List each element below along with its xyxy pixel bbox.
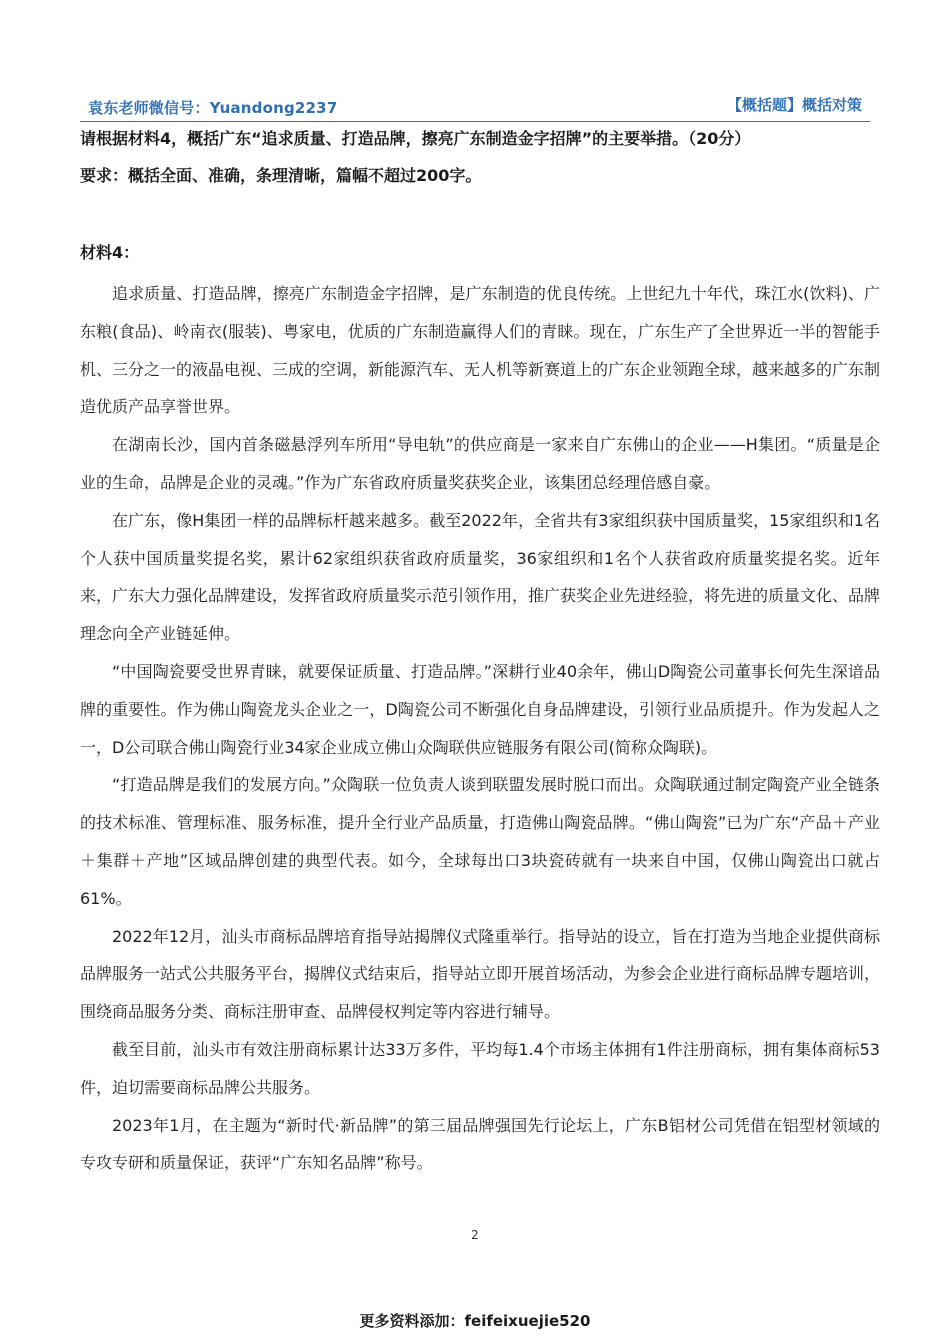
paragraph-8: 2023年1月，在主题为“新时代·新品牌”的第三届品牌强国先行论坛上，广东B铝材公司凭借在铝型材领域的专攻专研和质量保证，获评“广东知名品牌”称号。: [80, 1115, 880, 1173]
paragraph-5: “打造品牌是我们的发展方向。”众陶联一位负责人谈到联盟发展时脱口而出。众陶联通过制定陶瓷产业全链条的技术标准、管理标准、服务标准，提升全行业产品质量，打造佛山陶瓷品牌。“佛山陶瓷”已为广东“产品＋产业＋集群＋产地”区域品牌创建的典型代表。如今，全球每出口3块瓷砖就有一块来自中国，仅佛山陶瓷出口就占61%。: [80, 775, 880, 908]
page-number: 2: [471, 1228, 479, 1242]
material-title: 材料4：: [80, 243, 140, 262]
question-prompt: 请根据材料4，概括广东“追求质量、打造品牌，擦亮广东制造金字招牌”的主要举措。（20分）: [80, 129, 751, 148]
paragraph-4: “中国陶瓷要受世界青睐，就要保证质量、打造品牌。”深耕行业40余年，佛山D陶瓷公司董事长何先生深谙品牌的重要性。作为佛山陶瓷龙头企业之一，D陶瓷公司不断强化自身品牌建设，引领行业品质提升。作为发起人之一，D公司联合佛山陶瓷行业34家企业成立佛山众陶联供应链服务有限公司(简称众陶联)。: [80, 661, 880, 757]
paragraph-7: 截至目前，汕头市有效注册商标累计达33万多件，平均每1.4个市场主体拥有1件注册商标，拥有集体商标53件，迫切需要商标品牌公共服务。: [80, 1039, 880, 1097]
paragraph-3: 在广东，像H集团一样的品牌标杆越来越多。截至2022年，全省共有3家组织获中国质量奖，15家组织和1名个人获中国质量奖提名奖，累计62家组织获省政府质量奖，36家组织和1名个人获省政府质量奖提名奖。近年来，广东大力强化品牌建设，发挥省政府质量奖示范引领作用，推广获奖企业先进经验，将先进的质量文化、品牌理念向全产业链延伸。: [80, 510, 881, 644]
header-divider: [80, 121, 870, 122]
header-category: 【概括题】概括对策: [726, 96, 862, 114]
footer-note: 更多资料添加：feifeixuejie520: [359, 1312, 591, 1330]
paragraph-6: 2022年12月，汕头市商标品牌培育指导站揭牌仪式隆重举行。指导站的设立，旨在打造为当地企业提供商标品牌服务一站式公共服务平台，揭牌仪式结束后，指导站立即开展首场活动，为参会企业进行商标品牌专题培训，围绕商品服务分类、商标注册审查、品牌侵权判定等内容进行辅导。: [80, 926, 881, 1022]
header-contact: 袁东老师微信号：Yuandong2237: [88, 99, 338, 117]
paragraph-2: 在湖南长沙，国内首条磁悬浮列车所用“导电轨”的供应商是一家来自广东佛山的企业——H集团。“质量是企业的生命，品牌是企业的灵魂。”作为广东省政府质量奖获奖企业，该集团总经理倍感自豪。: [80, 435, 880, 492]
paragraph-1: 追求质量、打造品牌，擦亮广东制造金字招牌，是广东制造的优良传统。上世纪九十年代，珠江水(饮料)、广东粮(食品)、岭南衣(服装)、粤家电，优质的广东制造赢得人们的青睐。现在，广东生产了全世界近一半的智能手机、三分之一的液晶电视、三成的空调，新能源汽车、无人机等新赛道上的广东企业领跑全球，越来越多的广东制造优质产品享誉世界。: [80, 284, 881, 417]
material-body: [80, 275, 880, 1182]
question-requirement: 要求：概括全面、准确，条理清晰，篇幅不超过200字。: [80, 166, 482, 185]
